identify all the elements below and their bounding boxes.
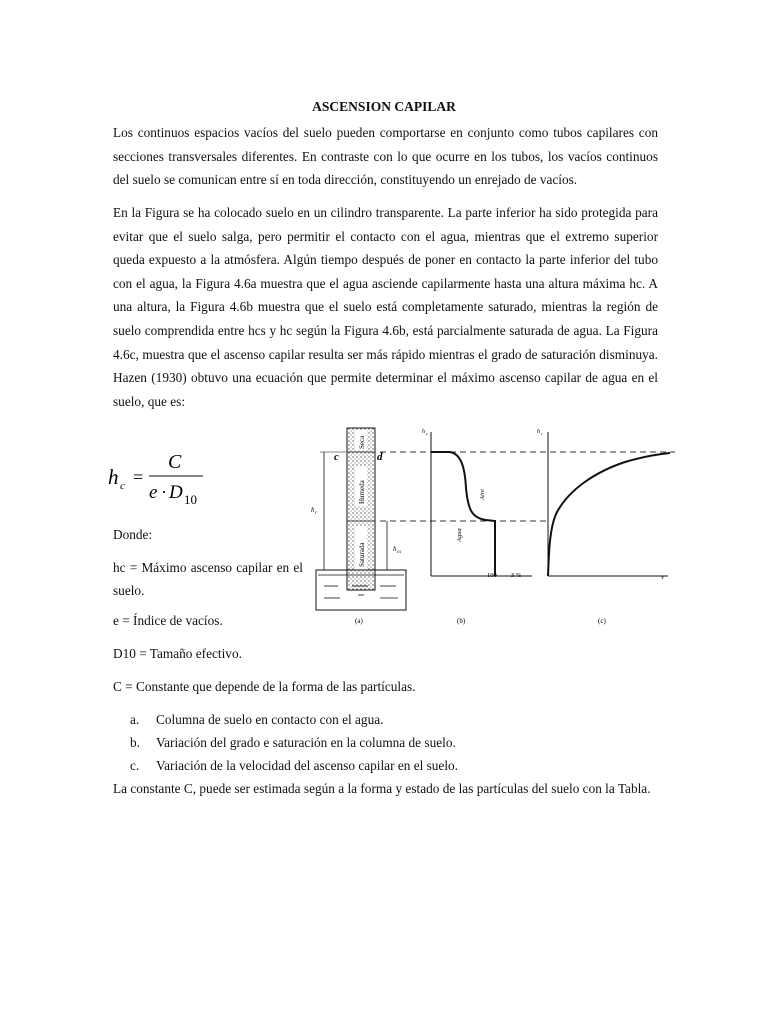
zone-label-seca: Seca xyxy=(358,435,366,449)
list-text: Variación del grado e saturación en la columna de suelo. xyxy=(156,735,456,750)
def-hc: hc = Máximo ascenso capilar en el suelo. xyxy=(113,560,303,598)
paragraph-intro: Los continuos espacios vacíos del suelo pueden comportarse en conjunto como tubos capilares con secciones transversales diferentes. En contraste con lo que ocurre en los tubos, los vacíos continuos del suelo se comunican entre sí en toda dirección, constituyendo un enrejado de vacíos. xyxy=(113,125,658,188)
hc-label-sub: c xyxy=(315,511,318,516)
def-c: C = Constante que depende de la forma de las partículas. xyxy=(113,679,416,694)
axis-label-hc-c: h xyxy=(537,429,540,435)
def-e: e = Índice de vacíos. xyxy=(113,613,223,628)
list-marker: b. xyxy=(130,735,140,750)
aire-label: Aire xyxy=(479,489,486,500)
formula-denominator-d: D xyxy=(169,482,183,503)
formula-lhs-sub: c xyxy=(120,480,125,492)
formula-equals: = xyxy=(133,467,144,487)
caption-b: (b) xyxy=(457,617,466,625)
axis-label-hc-b: h xyxy=(422,429,425,435)
formula-denominator-sub: 10 xyxy=(184,492,197,507)
velocity-curve xyxy=(548,453,670,576)
list-text: Columna de suelo en contacto con el agua. xyxy=(156,712,384,727)
def-d10: D10 = Tamaño efectivo. xyxy=(113,646,242,661)
list-marker: a. xyxy=(130,712,140,727)
soil-column-diagram xyxy=(311,428,406,625)
formula-numerator: C xyxy=(168,451,182,473)
saturation-curve xyxy=(431,452,495,576)
hazen-formula xyxy=(108,448,218,508)
agua-label: Agua xyxy=(456,528,463,542)
saturation-plot xyxy=(422,429,532,625)
zone-label-humeda: Humeda xyxy=(358,480,366,504)
paragraph-figure-description: En la Figura se ha colocado suelo en un cilindro transparente. La parte inferior ha sido protegida para evitar que el suelo salga, pero permitir el contacto con el agua, mientras que el extremo superior queda expuesto a la atmósfera. Algún tiempo después de poner en contacto la parte inferior del tubo con el agua, la Figura 4.6a muestra que el agua asciende capilarmente hasta una altura máxima hc. A una altura, la Figura 4.6b muestra que el suelo está completamente saturado, mientras la región de suelo comprendida entre hcs y hc según la Figura 4.6b, está parcialmente saturada de agua. La Figura 4.6c, muestra que el ascenso capilar resulta ser más rápido mientras el grado de saturación disminuya. Hazen (1930) obtuvo una ecuación que permite determinar el máximo ascenso capilar de agua en el suelo, que es: xyxy=(113,205,658,409)
list-text: Variación de la velocidad del ascenso capilar en el suelo. xyxy=(156,758,459,773)
formula-lhs: h xyxy=(108,465,119,489)
list-item-c xyxy=(130,758,458,774)
list-item-a xyxy=(130,712,383,728)
axis-label-hc-c-sub: c xyxy=(541,431,543,436)
page-title: ASCENSION CAPILAR xyxy=(312,99,456,114)
label-c: c xyxy=(334,451,339,463)
v-label: v xyxy=(661,573,665,581)
caption-c: (c) xyxy=(598,617,606,625)
formula-dot: · xyxy=(161,482,167,502)
label-d: d xyxy=(377,451,383,463)
velocity-plot xyxy=(537,429,670,625)
hcs-label-sub: cs xyxy=(397,550,402,555)
axis-label-hc-b-sub: c xyxy=(426,431,428,436)
capillary-rise-figure xyxy=(300,420,680,630)
hc-label: h xyxy=(311,506,315,514)
formula-denominator-e: e xyxy=(149,482,158,503)
s-percent-label: S % xyxy=(511,572,522,579)
zone-label-saturada: Saturada xyxy=(358,542,366,567)
donde-label: Donde: xyxy=(113,527,153,542)
paragraph-constant: La constante C, puede ser estimada según a la forma y estado de las partículas del suelo con la Tabla. xyxy=(113,781,651,796)
caption-a: (a) xyxy=(355,617,363,625)
list-marker: c. xyxy=(130,758,140,773)
hcs-label: h xyxy=(393,545,397,553)
tick-100: 100 xyxy=(487,572,497,579)
list-item-b xyxy=(130,735,456,751)
